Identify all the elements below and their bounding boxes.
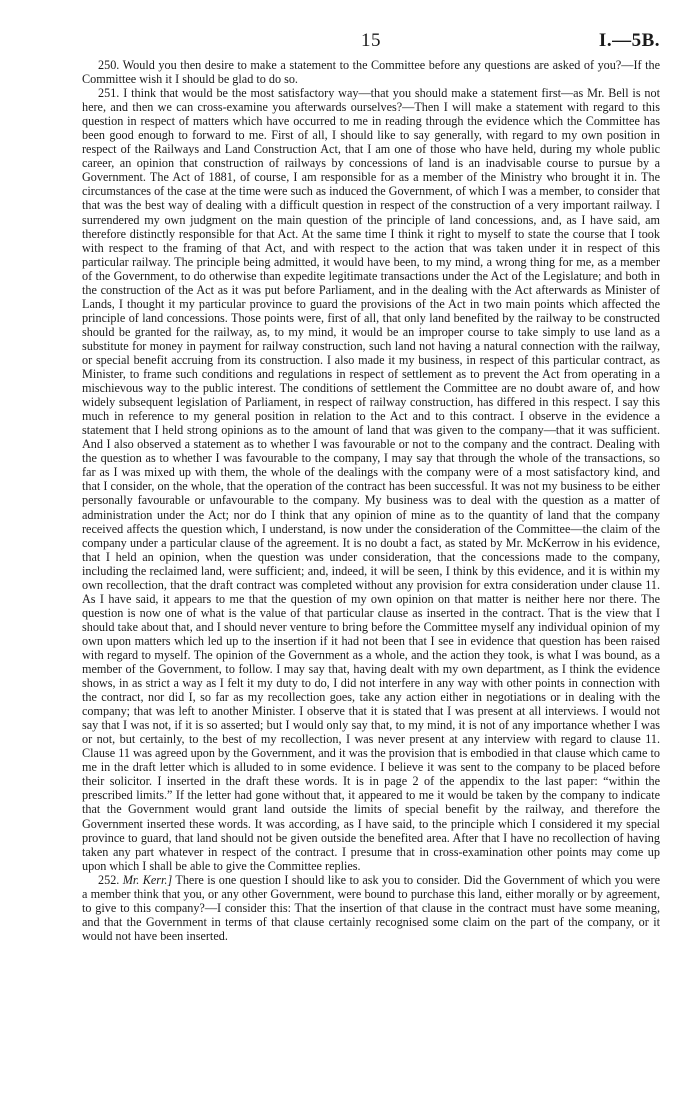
speaker-name: Mr. Kerr.] [122,872,173,887]
paragraph-number: 250. [98,58,120,72]
document-reference: I.—5B. [598,30,660,51]
paragraph-text: I think that would be the most satisfactory way—that you should make a statement first—as Mr. Bell is not here, and then we can cross-examine you afterwards ourselves?—Then I will make a statement with regard to this question in respect of matters which have occurred to me in reading through the evidence which the Committee has been good enough to forward to me. First of all, I should like to say generally, with regard to my own position in respect of the Railways and Land Construction Act, that I am one of those who have held, during my whole public career, an opinion that construction of railways by concessions of land is an inadvisable course to pursue by a Government. The Act of 1881, of course, I am responsible for as a member of the Ministry who brought it in. The circumstances of the case at the time were such as induced the Government, of which I was a member, to consider that that was the best way of dealing with a difficult question in respect of the construction of a very important railway. I surrendered my own judgment on the main question of the principle of land concessions, and, as I have said, am therefore distinctly responsible for that Act. At the same time I think it right to myself to state the course that I took with respect to the framing of that Act, and with respect to the action that was taken under it in respect of this particular railway. The principle being admitted, it would have been, to my mind, a wrong thing for me, as a member of the Government, to do otherwise than expedite legitimate transactions under the Act of the Legislature; and both in the construction of the Act as it was put before Parliament, and in the dealing with the Act afterwards as Minister of Lands, I thought it my particular province to guard the provisions of the Act in two main points which affected the principle of land concessions. Those points were, first of all, that only land benefited by the railway to be constructed should be granted for the railway, as, to my mind, it would be an improper course to take simply to use land as a substitute for money in payment for railway construction, such land not having a natural connection with the railway, or special benefit accruing from its construction. I also made it my business, in respect of this particular contract, as Minister, to frame such conditions and regulations in respect of settlement as to prevent the Act from operating in a mischievous way to the public interest. The conditions of settlement the Committee are no doubt aware of, and how widely subsequent legislation of Parliament, in respect of railway construction, has differed in this respect. I say this much in reference to my general position in relation to the Act and to this contract. I observe in the evidence a statement that I held strong opinions as to the amount of land that was given to the company—that it was sufficient. And I also observed a statement as to whether I was favourable or not to the company and the contract. Dealing with the question as to whether I was favourable to the company, I may say that through the whole of the transactions, so far as I was mixed up with them, the whole of the dealings with the company were of a most satisfactory kind, and that I consider, on the whole, that the operation of the contract has been successful. It was not my business to be either personally favourable or unfavourable to the company. My business was to deal with the question as a matter of administration under the Act; nor do I think that any opinion of mine as to the quantity of land that the company received affects the question which, I understand, is now under the consideration of the Committee—the claim of the company under a particular clause of the agreement. It is no doubt a fact, as stated by Mr. McKerrow in his evidence, that I held an opinion, when the question was under consideration, that the concessions made to the company, including the reclaimed land, were sufficient; and, indeed, it will be seen, I think by this evidence, and it is within my own recollection, that the draft contract was completed without any provision for extra consideration under clause 11. As I have said, it appears to me that the question of my own opinion on that matter is neither here nor there. The question is now one of what is the value of that particular clause as inserted in the contract. That is the view that I should take about that, and I should never venture to bring before the Committee myself any individual opinion of my own upon matters which led up to the insertion if it had not been that I see in evidence that question has been raised with regard to myself. The opinion of the Government as a whole, and the action they took, is what I was bound, as a member of the Government, to follow. I may say that, having dealt with my own department, as I think the evidence shows, in as strict a way as I felt it my duty to do, I did not interfere in any way with other points in connection with the contract, nor did I, so far as my recollection goes, take any action either in negotiations or in dealing with the company; that was left to another Minister. I observe that it is stated that I was present at all interviews. I would not say that I was not, if it is so asserted; but I would only say that, to my mind, it is not of any importance whether I was or not, but certainly, to the best of my recollection, I was never present at any interview with regard to clause 11. Clause 11 was agreed upon by the Government, and it was the provision that is embodied in that clause which came to me in the draft letter which is alluded to in some evidence. I believe it was sent to the company to be placed before their solicitor. I inserted in the draft these words. It is in page 2 of the appendix to the last paper: “within the prescribed limits.” If the letter had gone without that, it appeared to me it would be taken by the company to indicate that the Government would grant land outside the limits of special benefit by the railway, and therefore the Government inserted these words. It was according, as I have said, to the principle which I considered it my special province to guard, that land should not be given outside the benefited area. After that I have no recollection of having taken any part whatever in respect of the contract. I presume that in cross-examination other points may come up upon which I shall be able to give the Committee replies. [82,86,660,873]
paragraph-251 [82,86,660,873]
document-body [82,58,660,943]
paragraph-252 [82,873,660,943]
paragraph-number: 252. [98,872,120,887]
document-page [82,0,660,1119]
paragraph-number: 251. [98,86,120,101]
paragraph-text: There is one question I should like to ask you to consider. Did the Government of which you were a member think that you, or any other Government, were bound to purchase this land, either morally or by agreement, to give to this company?—I consider this: That the insertion of that clause in the contract must have some meaning, and that the Government in terms of that clause certainly recognised some claim on the part of the company, or it would not have been inserted. [82,872,660,943]
paragraph-text: Would you then desire to make a statement to the Committee before any questions are asked of you?—If the Committee wish it I should be glad to do so. [82,58,660,87]
page-header [82,0,660,58]
page-number: 15 [361,30,381,51]
paragraph-250 [82,58,660,86]
